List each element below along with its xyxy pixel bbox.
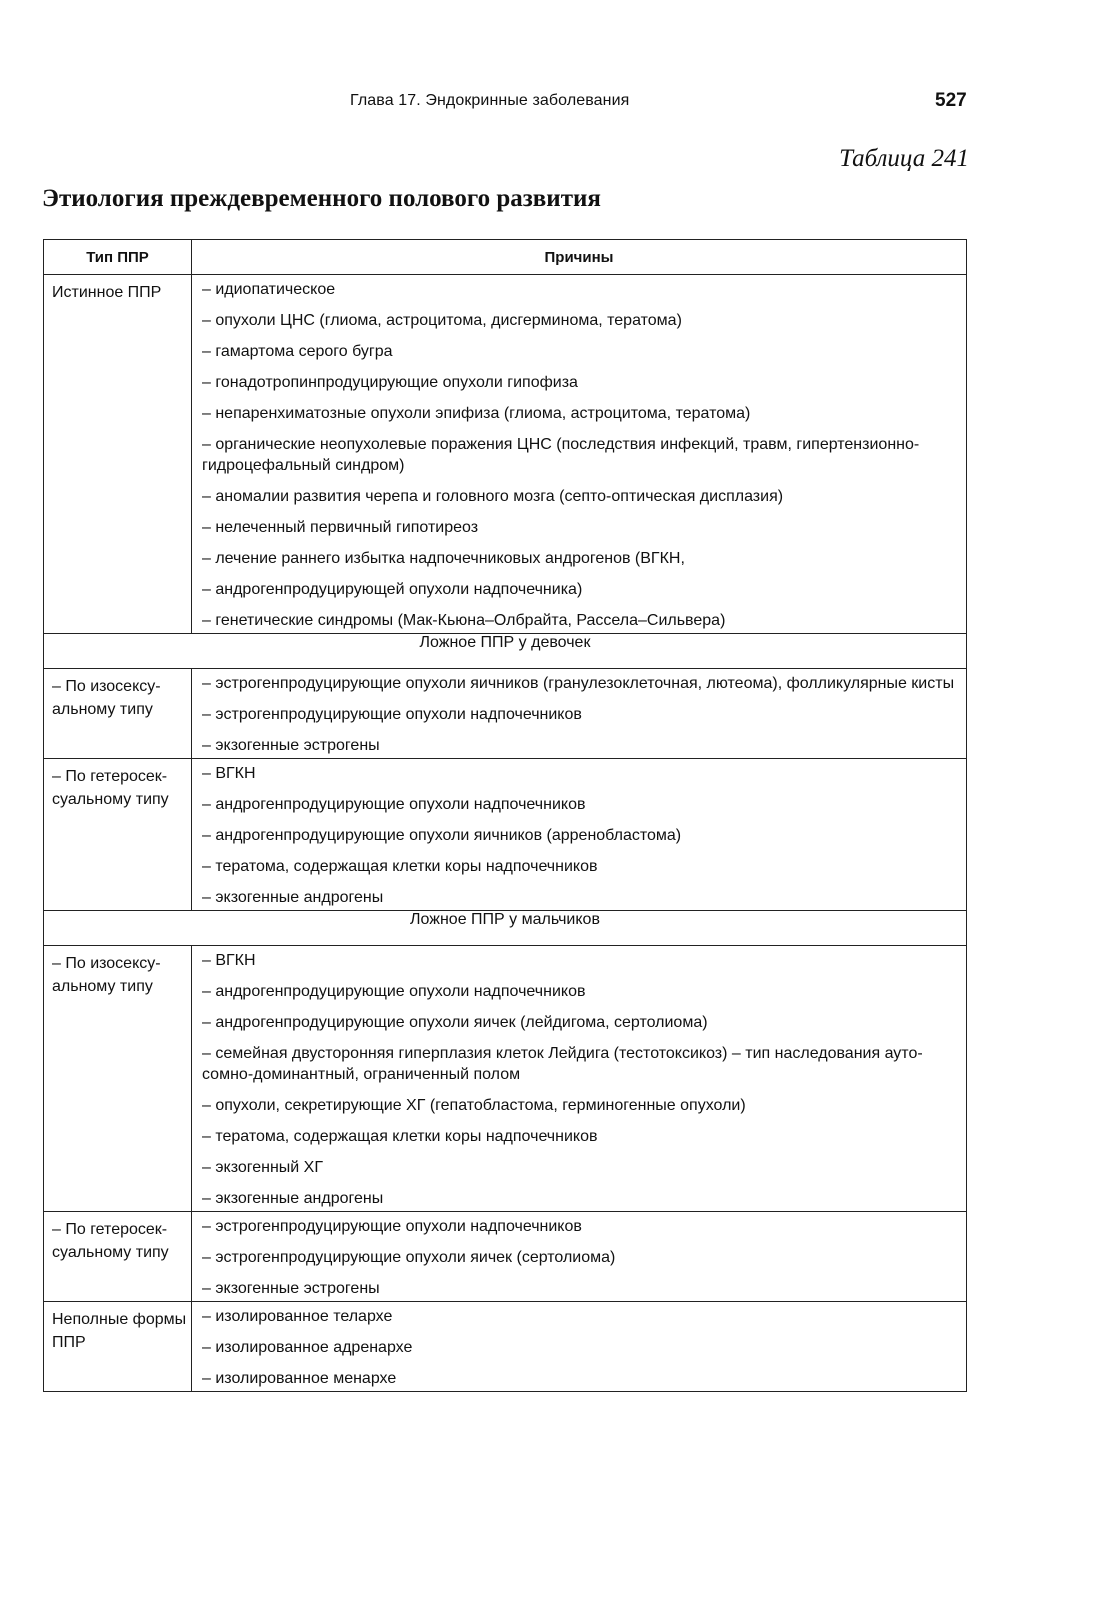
table-row [44, 1302, 967, 1392]
section-heading-boys: Ложное ППР у мальчиков [44, 911, 967, 946]
cause-item: – изолированное адренархе [202, 1339, 413, 1356]
type-cell: Неполные формы ППР [44, 1302, 192, 1392]
cause-item: – гонадотропинпродуцирующие опухоли гипофиза [202, 374, 578, 391]
causes-cell [192, 275, 967, 634]
cause-item: – ВГКН [202, 765, 256, 782]
table-number: Таблица 241 [839, 145, 969, 172]
cause-item: – опухоли ЦНС (глиома, астроцитома, дисгерминома, тератома) [202, 312, 682, 329]
causes-cell [192, 1302, 967, 1392]
cause-item: – генетические синдромы (Мак-Кьюна–Олбрайта, Рассела–Сильвера) [202, 612, 726, 629]
table-row [44, 946, 967, 1212]
cause-item: – тератома, содержащая клетки коры надпочечников [202, 1128, 598, 1145]
type-cell: Истинное ППР [44, 275, 192, 634]
section-row [44, 911, 967, 946]
cause-item: – изолированное телархе [202, 1308, 393, 1325]
causes-cell [192, 669, 967, 759]
cause-item: – органические неопухолевые поражения ЦНС (последствия инфекций, травм, гипертензионно-гидроцефальный синдром) [202, 436, 920, 474]
column-header-causes: Причины [192, 240, 967, 275]
cause-item: – экзогенные эстрогены [202, 737, 380, 754]
cause-item: – аномалии развития черепа и головного мозга (септо-оптическая дисплазия) [202, 488, 784, 505]
cause-item: – опухоли, секретирующие ХГ (гепатобластома, герминогенные опухоли) [202, 1097, 746, 1114]
cause-item: – идиопатическое [202, 281, 336, 298]
cause-item: – эстрогенпродуцирующие опухоли надпочечников [202, 1218, 582, 1235]
running-head: Глава 17. Эндокринные заболевания [350, 92, 630, 109]
page-number: 527 [935, 90, 967, 111]
type-cell: – По гетеросексуальному типу [44, 1212, 192, 1302]
causes-cell [192, 759, 967, 911]
table-row [44, 759, 967, 911]
cause-item: – экзогенные андрогены [202, 889, 384, 906]
type-cell: – По изосексуальному типу [44, 946, 192, 1212]
type-cell: – По изосексуальному типу [44, 669, 192, 759]
causes-cell [192, 946, 967, 1212]
table-title: Этиология преждевременного полового развития [42, 185, 601, 212]
cause-item: – экзогенный ХГ [202, 1159, 324, 1176]
cause-item: – непаренхиматозные опухоли эпифиза (глиома, астроцитома, тератома) [202, 405, 751, 422]
type-cell: – По гетеросексуальному типу [44, 759, 192, 911]
cause-item: – гамартома серого бугра [202, 343, 393, 360]
cause-item: – андрогенпродуцирующей опухоли надпочечника) [202, 581, 583, 598]
cause-item: – андрогенпродуцирующие опухоли яичек (лейдигома, сертолиома) [202, 1014, 708, 1031]
table-row [44, 1212, 967, 1302]
etiology-table [43, 239, 967, 1392]
cause-item: – семейная двусторонняя гиперплазия клеток Лейдига (тестотоксикоз) – тип наследования аутосомно-доминантный, ограниченный полом [202, 1045, 923, 1083]
cause-item: – эстрогенпродуцирующие опухоли яичек (сертолиома) [202, 1249, 616, 1266]
header-row [44, 240, 967, 275]
cause-item: – эстрогенпродуцирующие опухоли надпочечников [202, 706, 582, 723]
cause-item: – андрогенпродуцирующие опухоли надпочечников [202, 983, 586, 1000]
cause-item: – ВГКН [202, 952, 256, 969]
cause-item: – лечение раннего избытка надпочечниковых андрогенов (ВГКН, [202, 550, 685, 567]
cause-item: – андрогенпродуцирующие опухоли надпочечников [202, 796, 586, 813]
column-header-type: Тип ППР [44, 240, 192, 275]
section-row [44, 634, 967, 669]
cause-item: – нелеченный первичный гипотиреоз [202, 519, 479, 536]
table-row [44, 669, 967, 759]
cause-item: – андрогенпродуцирующие опухоли яичников (арренобластома) [202, 827, 682, 844]
section-heading-girls: Ложное ППР у девочек [44, 634, 967, 669]
causes-cell [192, 1212, 967, 1302]
cause-item: – эстрогенпродуцирующие опухоли яичников (гранулезоклеточная, лютеома), фолликулярные кисты [202, 675, 955, 692]
cause-item: – изолированное менархе [202, 1370, 397, 1387]
cause-item: – экзогенные андрогены [202, 1190, 384, 1207]
table-row [44, 275, 967, 634]
cause-item: – экзогенные эстрогены [202, 1280, 380, 1297]
cause-item: – тератома, содержащая клетки коры надпочечников [202, 858, 598, 875]
